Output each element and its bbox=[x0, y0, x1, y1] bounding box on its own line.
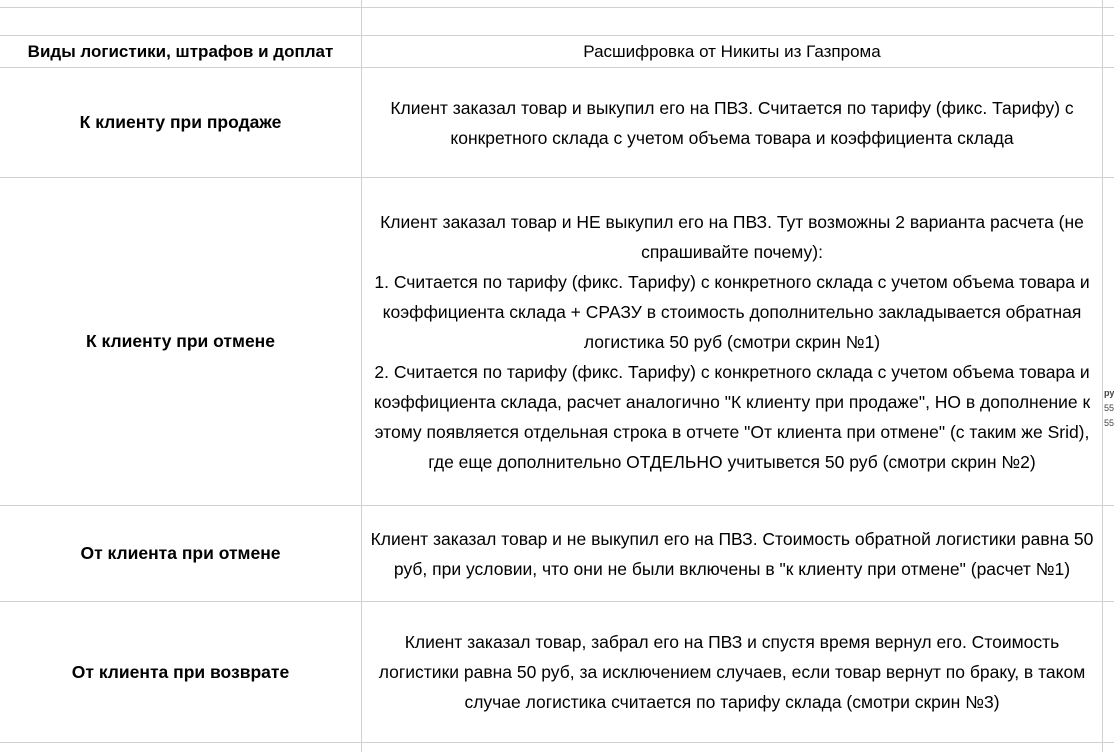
description-text: Клиент заказал товар, забрал его на ПВЗ и спустя время вернул его. Стоимость логистики равна 50 руб, за исключением случаев, если товар вернут по браку, в таком случае логистика считается по тарифу склада (смотри скрин №3) bbox=[378, 632, 1086, 712]
description-text: Клиент заказал товар и выкупил его на ПВЗ. Считается по тарифу (фикс. Тарифу) с конкретного склада с учетом объема товара и коэффициента склада bbox=[390, 97, 1074, 148]
table-row-1-type-cell[interactable] bbox=[0, 68, 361, 177]
logistics-type: От клиента при возврате bbox=[71, 661, 290, 682]
table-row-3-type-cell[interactable] bbox=[0, 506, 361, 601]
table-row-4-description-cell[interactable] bbox=[362, 602, 1102, 742]
header-cell-type[interactable] bbox=[0, 36, 361, 67]
logistics-type: От клиента при отмене bbox=[80, 543, 281, 563]
description-intro: Клиент заказал товар и НЕ выкупил его на ПВЗ. Тут возможны 2 варианта расчета (не спрашивайте почему): bbox=[380, 211, 1084, 262]
logistics-type: К клиенту при отмене bbox=[86, 331, 275, 351]
table-row-1-description-cell[interactable] bbox=[362, 68, 1102, 177]
header-cell-description[interactable] bbox=[362, 36, 1102, 67]
table-row-2-description-cell[interactable] bbox=[362, 178, 1102, 505]
table-row-4-type-cell[interactable] bbox=[0, 602, 361, 742]
logistics-type: К клиенту при продаже bbox=[79, 112, 282, 132]
grid-line bbox=[0, 7, 1114, 8]
grid-line bbox=[1102, 0, 1103, 752]
description-variant-1: 1. Считается по тарифу (фикс. Тарифу) с конкретного склада с учетом объема товара и коэффициента склада + СРАЗУ в стоимость дополнительно закладывается обратная логистика 50 руб (смотри скрин №1) bbox=[374, 271, 1090, 352]
table-row-2-type-cell[interactable] bbox=[0, 178, 361, 505]
edge-fragment: ру bbox=[1104, 388, 1114, 398]
edge-fragment: 55 bbox=[1104, 403, 1114, 413]
description-text: Клиент заказал товар и не выкупил его на ПВЗ. Стоимость обратной логистики равна 50 руб, при условии, что они не были включены в "к клиенту при отмене" (расчет №1) bbox=[370, 528, 1094, 579]
edge-fragment: 55 bbox=[1104, 418, 1114, 428]
description-variant-2: 2. Считается по тарифу (фикс. Тарифу) с конкретного склада с учетом объема товара и коэффициента склада, расчет аналогично "К клиенту при продаже", НО в дополнение к этому появляется отдельная строка в отчете "От клиента при отмене" (с таким же Srid), где еще дополнительно ОТДЕЛЬНО учитывется 50 руб (смотри скрин №2) bbox=[373, 361, 1091, 472]
header-description-label: Расшифровка от Никиты из Газпрома bbox=[583, 41, 881, 61]
grid-line bbox=[0, 742, 1114, 743]
header-type-label: Виды логистики, штрафов и доплат bbox=[27, 41, 334, 61]
table-row-3-description-cell[interactable] bbox=[362, 506, 1102, 601]
